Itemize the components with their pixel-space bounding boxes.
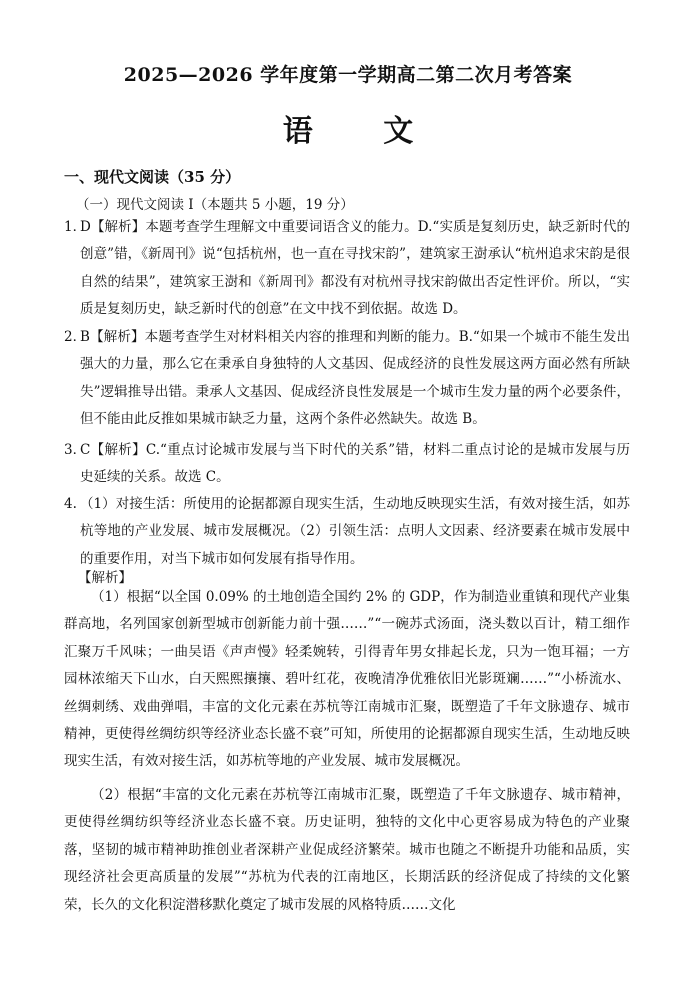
subject-title: 语 文 — [282, 114, 444, 149]
analysis-paragraph-1: （1）根据“以全国 0.09% 的土地创造全国约 2% 的 GDP，作为制造业重镇和现代产业集群高地，名列国家创新型城市创新能力前十强……”“一碗苏式汤面，浇头数以百计，精工细作汇聚万千风味；一曲吴语《声声慢》轻柔婉转，引得青年男女排起长龙，只为一饱耳福；一方园林浓缩天下山水，白天熙熙攘攘、碧叶红花，夜晚清净优雅依旧光影斑斓……”“小桥流水、丝绸刺绣、戏曲弹唱，丰富的文化元素在苏杭等江南城市汇聚，既塑造了千年文脉遗存、城市精神，更使得丝绸纺织等经济业态长盛不衰”可知，所使用的论据都源自现实生活，生动地反映现实生活，有效对接生活，如苏杭等地的产业发展、城市发展概况。 — [64, 589, 630, 770]
answer-item-4 — [64, 491, 630, 573]
answer-number: 1． — [64, 219, 87, 235]
analysis-label: 【解析】 — [78, 570, 132, 586]
answer-number: 4. — [64, 496, 77, 512]
section-heading: 一、现代文阅读（35 分） — [64, 168, 241, 186]
answer-item-1 — [64, 214, 630, 324]
answer-text: C【解析】C.“重点讨论城市发展与当下时代的关系”错，材料二重点讨论的是城市发展与历史延续的关系。故选 C。 — [80, 442, 630, 486]
answer-text: （1）对接生活：所使用的论据都源自现实生活，生动地反映现实生活，有效对接生活，如苏杭等地的产业发展、城市发展概况。（2）引领生活：点明人文因素、经济要素在城市发展中的重要作用，对当下城市如何发展有指导作用。 — [80, 496, 630, 567]
answer-text: B【解析】本题考查学生对材料相关内容的推理和判断的能力。B.“如果一个城市不能生发出强大的力量，那么它在秉承自身独特的人文基因、促成经济的良性发展这两方面必然有所缺失”逻辑推导出错。秉承人文基因、促成经济良性发展是一个城市生发力量的两个必要条件，但不能由此反推如果城市缺乏力量，这两个条件必然缺失。故选 B。 — [80, 329, 630, 428]
sub-section-heading: （一）现代文阅读 I（本题共 5 小题，19 分） — [76, 197, 354, 213]
answer-number: 2． — [64, 329, 87, 345]
answer-number: 3． — [64, 442, 87, 458]
analysis-paragraph-2: （2）根据“丰富的文化元素在苏杭等江南城市汇聚，既塑造了千年文脉遗存、城市精神，更使得丝绸纺织等经济业态长盛不衰。历史证明，独特的文化中心更容易成为特色的产业聚落，坚韧的城市精神助推创业者深耕产业促成经济繁荣。城市也随之不断提升功能和品质，实现经济社会更高质量的发展”“苏杭为代表的江南地区，长期活跃的经济促成了持续的文化繁荣，长久的文化积淀潜移默化奠定了城市发展的风格特质……文化 — [64, 787, 630, 913]
answer-item-3 — [64, 437, 630, 492]
answer-item-2 — [64, 324, 630, 434]
answer-text: D【解析】本题考查学生理解文中重要词语含义的能力。D.“实质是复刻历史，缺乏新时代的创意”错，《新周刊》说“包括杭州，也一直在寻找宋韵”，建筑家王澍承认“杭州追求宋韵是很自然的结果”，建筑家王澍和《新周刊》都没有对杭州寻找宋韵做出否定性评价。所以，“实质是复刻历史，缺乏新时代的创意”在文中找不到依据。故选 D。 — [80, 219, 630, 318]
page-title: 2025—2026 学年度第一学期高二第二次月考答案 — [123, 64, 573, 86]
